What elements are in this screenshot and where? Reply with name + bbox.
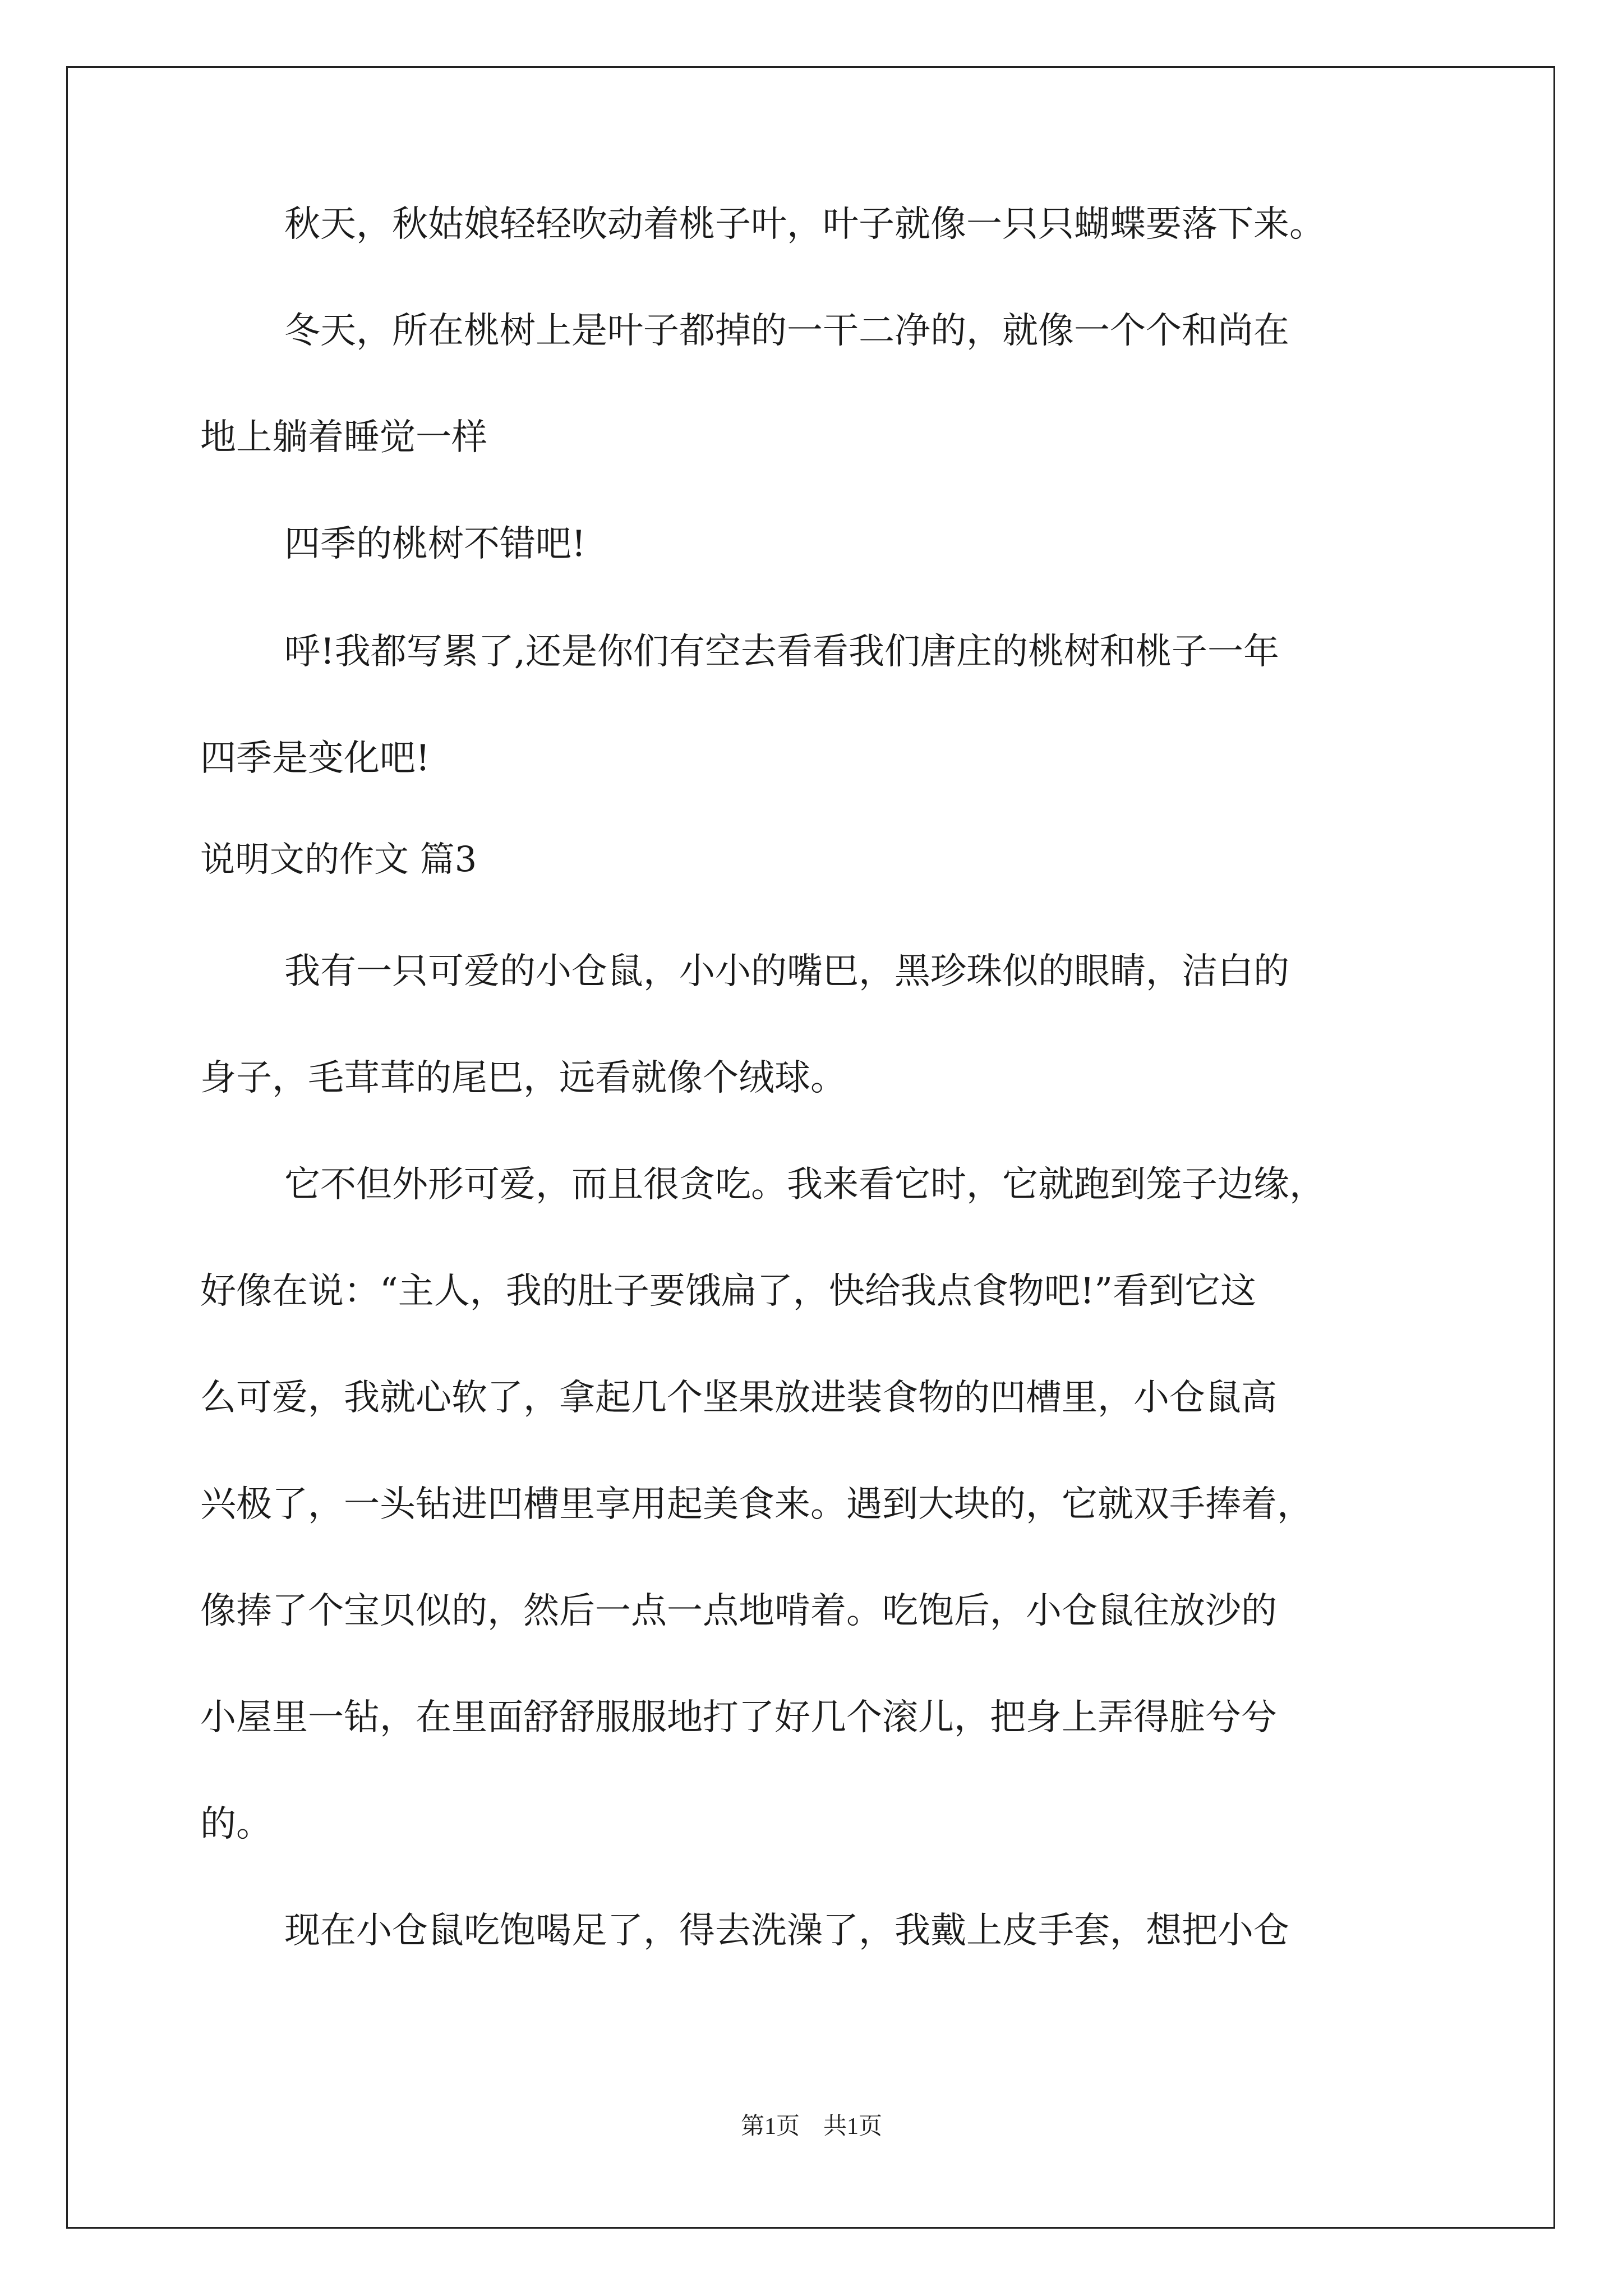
paragraph-line: 么可爱，我就心软了，拿起几个坚果放进装食物的凹槽里，小仓鼠高 <box>200 1377 1277 1419</box>
paragraph-line: 好像在说：“主人，我的肚子要饿扁了，快给我点食物吧!”看到它这 <box>200 1271 1257 1312</box>
paragraph-line: 的。 <box>200 1803 272 1845</box>
page-number-footer: 第1页 共1页 <box>740 2114 882 2139</box>
paragraph-line: 兴极了，一头钻进凹槽里享用起美食来。遇到大块的，它就双手捧着， <box>200 1484 1313 1525</box>
paragraph-line: 像捧了个宝贝似的，然后一点一点地啃着。吃饱后，小仓鼠往放沙的 <box>200 1590 1277 1632</box>
paragraph-line: 我有一只可爱的小仓鼠，小小的嘴巴，黑珍珠似的眼睛，洁白的 <box>284 951 1289 992</box>
paragraph-line: 地上躺着睡觉一样 <box>200 417 487 458</box>
page-border <box>66 66 1555 2229</box>
paragraph-line: 四季的桃树不错吧! <box>284 523 586 565</box>
paragraph-line: 现在小仓鼠吃饱喝足了，得去洗澡了，我戴上皮手套，想把小仓 <box>284 1910 1289 1952</box>
paragraph-line: 呼!我都写累了,还是你们有空去看看我们唐庄的桃树和桃子一年 <box>284 631 1280 673</box>
paragraph-line: 它不但外形可爱，而且很贪吃。我来看它时，它就跑到笼子边缘， <box>284 1164 1325 1205</box>
paragraph-line: 秋天，秋姑娘轻轻吹动着桃子叶，叶子就像一只只蝴蝶要落下来。 <box>284 204 1325 245</box>
paragraph-line: 冬天，所在桃树上是叶子都掉的一干二净的，就像一个个和尚在 <box>284 310 1289 352</box>
paragraph-line: 四季是变化吧! <box>200 738 430 779</box>
paragraph-line: 小屋里一钻，在里面舒舒服服地打了好几个滚儿，把身上弄得脏兮兮 <box>200 1697 1277 1738</box>
section-heading: 说明文的作文 篇3 <box>200 839 477 880</box>
paragraph-line: 身子，毛茸茸的尾巴，远看就像个绒球。 <box>200 1057 846 1099</box>
